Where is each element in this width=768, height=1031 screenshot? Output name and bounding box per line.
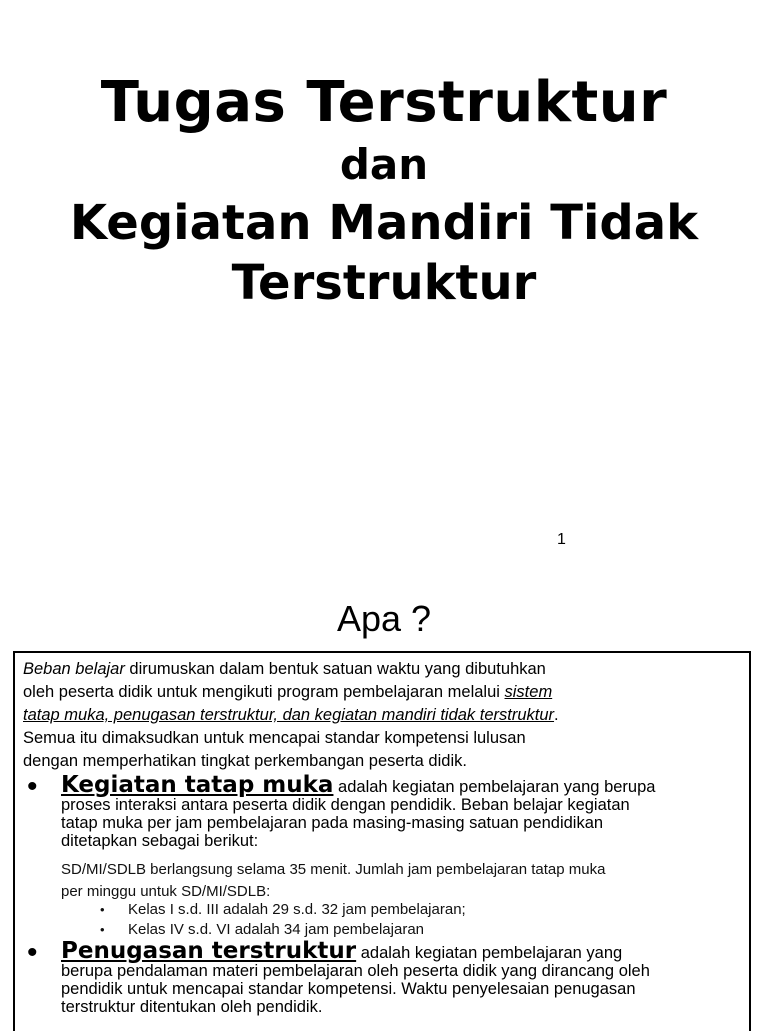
bullet-icon: • [27, 770, 38, 803]
intro-paragraph [23, 658, 743, 773]
section-penugasan-terstruktur [61, 938, 751, 1016]
sub-bullet-icon: • [100, 902, 105, 917]
section-heading: Kegiatan tatap muka [61, 772, 334, 798]
slide-title-line4: Terstruktur [231, 255, 537, 311]
section-line-3: pendidik untuk mencapai standar kompetensi. Waktu penyelesaian penugasan [61, 980, 636, 998]
slide2-title: Apa ? [336, 598, 432, 639]
sub-list-item [100, 901, 466, 918]
slide-title-line3: Kegiatan Mandiri Tidak [69, 195, 699, 251]
section-line-2: berupa pendalaman materi pembelajaran oleh peserta didik yang dirancang oleh [61, 962, 650, 980]
bullet-icon: • [27, 936, 38, 969]
section-text: adalah kegiatan pembelajaran yang berupa [333, 778, 656, 796]
intro-line-1 [23, 658, 743, 681]
slide-title-line1: Tugas Terstruktur [100, 70, 668, 135]
intro-text: oleh peserta didik untuk mengikuti program pembelajaran melalui [23, 683, 505, 701]
intro-text: . [554, 706, 559, 724]
slide-title-line2: dan [339, 140, 429, 189]
note-line-1: SD/MI/SDLB berlangsung selama 35 menit. Jumlah jam pembelajaran tatap muka [61, 861, 606, 878]
section-line-4: ditetapkan sebagai berikut: [61, 832, 259, 850]
section-line-3: tatap muka per jam pembelajaran pada masing-masing satuan pendidikan [61, 814, 604, 832]
intro-emphasis: tatap muka, penugasan terstruktur, dan kegiatan mandiri tidak terstruktur [23, 706, 555, 724]
intro-emphasis: sistem [504, 683, 553, 701]
intro-line-4: Semua itu dimaksudkan untuk mencapai standar kompetensi lulusan [23, 729, 526, 747]
intro-text: dirumuskan dalam bentuk satuan waktu yang dibutuhkan [124, 660, 546, 678]
note-line-2: per minggu untuk SD/MI/SDLB: [61, 883, 271, 900]
section-line-2: proses interaksi antara peserta didik dengan pendidik. Beban belajar kegiatan [61, 796, 630, 814]
sub-item-text: Kelas I s.d. III adalah 29 s.d. 32 jam pembelajaran; [128, 901, 466, 918]
section-text: adalah kegiatan pembelajaran yang [356, 944, 623, 962]
section-tatap-muka [61, 772, 751, 850]
section-line-1 [61, 938, 751, 964]
sub-item-text: Kelas IV s.d. VI adalah 34 jam pembelajaran [128, 921, 425, 938]
sub-list-item [100, 921, 424, 938]
sub-bullet-icon: • [100, 922, 105, 937]
page-number: 1 [557, 531, 566, 548]
intro-line-2 [23, 681, 743, 704]
intro-line-5: dengan memperhatikan tingkat perkembangan peserta didik. [23, 752, 467, 770]
section-line-4: terstruktur ditentukan oleh pendidik. [61, 998, 323, 1016]
intro-term: Beban belajar [23, 660, 125, 678]
section-note [61, 859, 605, 903]
section-line-1 [61, 772, 751, 798]
intro-line-3 [23, 704, 743, 727]
section-heading: Penugasan terstruktur [61, 938, 357, 964]
